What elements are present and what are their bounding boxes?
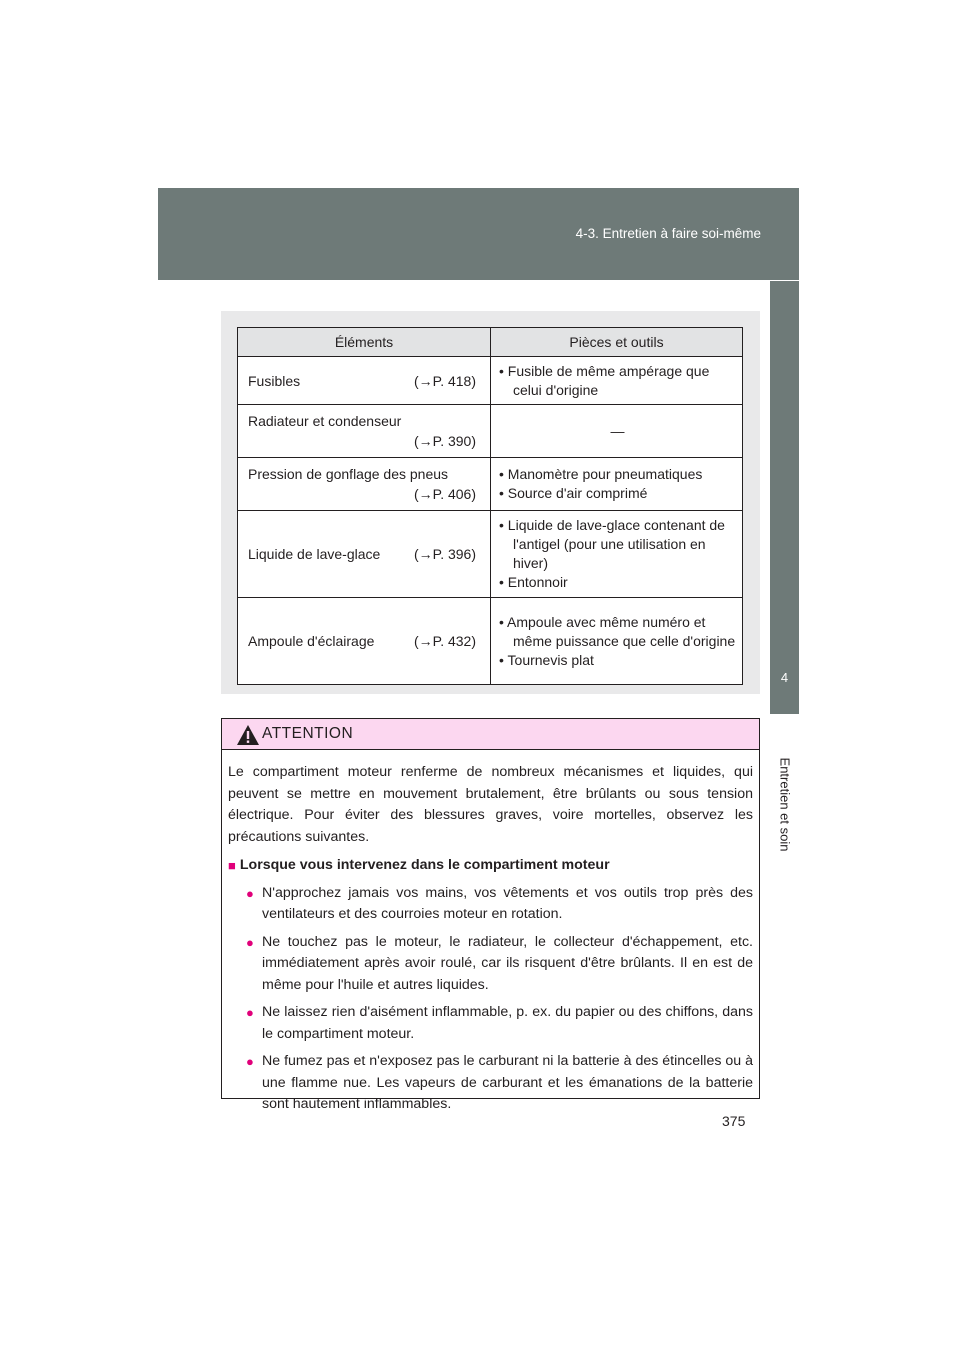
warning-box bbox=[221, 718, 760, 1112]
warning-item bbox=[228, 932, 753, 997]
chapter-header-band bbox=[158, 188, 799, 280]
tool-item: • Fusible de même ampérage que celui d'origine bbox=[499, 362, 710, 398]
column-header-elements: Éléments bbox=[238, 328, 491, 357]
page-reference-link[interactable]: (→P. 396) bbox=[414, 546, 476, 562]
warning-triangle-icon bbox=[236, 724, 260, 746]
parts-tools-table bbox=[237, 327, 743, 685]
page-reference-link[interactable]: (→P. 406) bbox=[414, 486, 476, 502]
element-name: Liquide de lave-glace bbox=[248, 546, 381, 562]
table-row bbox=[238, 458, 743, 511]
element-cell bbox=[238, 511, 491, 598]
table-row bbox=[238, 405, 743, 458]
warning-body bbox=[222, 750, 759, 1116]
side-tab-bar bbox=[770, 281, 799, 641]
page-reference-link[interactable]: (→P. 418) bbox=[414, 372, 476, 389]
square-bullet-icon: ■ bbox=[228, 858, 236, 873]
tool-item: • Liquide de lave-glace contenant de l'antigel (pour une utilisation en hiver) bbox=[499, 517, 725, 571]
table-row bbox=[238, 598, 743, 685]
warning-item bbox=[228, 1002, 753, 1045]
element-cell bbox=[238, 458, 491, 511]
tools-cell bbox=[491, 357, 743, 405]
tool-item: • Entonnoir bbox=[499, 574, 568, 590]
element-name: Radiateur et condenseur bbox=[248, 413, 402, 429]
element-cell bbox=[238, 357, 491, 405]
column-header-tools: Pièces et outils bbox=[491, 328, 743, 357]
element-name: Ampoule d'éclairage bbox=[248, 633, 375, 649]
chapter-number-tab[interactable] bbox=[770, 641, 799, 714]
warning-subheading-text: Lorsque vous intervenez dans le compartiment moteur bbox=[239, 857, 610, 873]
element-name: Pression de gonflage des pneus bbox=[248, 466, 449, 482]
warning-intro: Le compartiment moteur renferme de nombreux mécanismes et liquides, qui peuvent se mettre en mouvement brutalement, être brûlants ou sous tension électrique. Pour éviter des blessures graves, voire mortelles, observez les précautions suivantes. bbox=[228, 764, 753, 845]
chapter-label-tab bbox=[770, 714, 799, 894]
tools-cell bbox=[491, 598, 743, 685]
tool-item: • Manomètre pour pneumatiques bbox=[499, 466, 703, 482]
chapter-label: Entretien et soin bbox=[777, 757, 793, 851]
circle-bullet-icon: ● bbox=[246, 1054, 254, 1069]
warning-item-text: N'approchez jamais vos mains, vos vêtements et vos outils trop près des ventilateurs et des courroies moteur en rotation. bbox=[262, 884, 753, 922]
section-title: 4-3. Entretien à faire soi-même bbox=[575, 226, 761, 241]
page-reference-link[interactable]: (→P. 390) bbox=[414, 433, 476, 449]
warning-item bbox=[228, 1051, 753, 1116]
tools-cell bbox=[491, 511, 743, 598]
page-reference-link[interactable]: (→P. 432) bbox=[414, 633, 476, 649]
empty-dash: — bbox=[610, 422, 625, 439]
circle-bullet-icon: ● bbox=[246, 1005, 254, 1020]
warning-header bbox=[222, 719, 759, 750]
page-number: 375 bbox=[722, 1113, 746, 1129]
tool-item: • Ampoule avec même numéro et même puissance que celle d'origine bbox=[499, 613, 736, 649]
warning-subheading bbox=[228, 855, 753, 877]
warning-item-text: Ne laissez rien d'aisément inflammable, p. ex. du papier ou des chiffons, dans le compartiment moteur. bbox=[262, 1004, 753, 1042]
tools-cell bbox=[491, 405, 743, 458]
tools-cell bbox=[491, 458, 743, 511]
warning-item bbox=[228, 883, 753, 926]
tool-item: • Source d'air comprimé bbox=[499, 485, 648, 501]
element-cell bbox=[238, 405, 491, 458]
element-name: Fusibles bbox=[248, 372, 301, 389]
chapter-number: 4 bbox=[780, 670, 789, 685]
table-row bbox=[238, 511, 743, 598]
tool-item: • Tournevis plat bbox=[499, 651, 594, 668]
table-header-row bbox=[238, 328, 743, 357]
warning-item-text: Ne fumez pas et n'exposez pas le carburant ni la batterie à des étincelles ou à une flamme nue. Les vapeurs de carburant et les émanations de la batterie sont hautement inflammables. bbox=[262, 1053, 753, 1112]
element-cell bbox=[238, 598, 491, 685]
circle-bullet-icon: ● bbox=[246, 885, 254, 901]
warning-title: ATTENTION bbox=[262, 725, 354, 742]
warning-item-text: Ne touchez pas le moteur, le radiateur, le collecteur d'échappement, etc. immédiatement après avoir roulé, car ils risquent d'être brûlants. Il en est de même pour l'huile et autres liquides. bbox=[262, 933, 753, 993]
circle-bullet-icon: ● bbox=[246, 934, 254, 950]
table-row bbox=[238, 357, 743, 405]
